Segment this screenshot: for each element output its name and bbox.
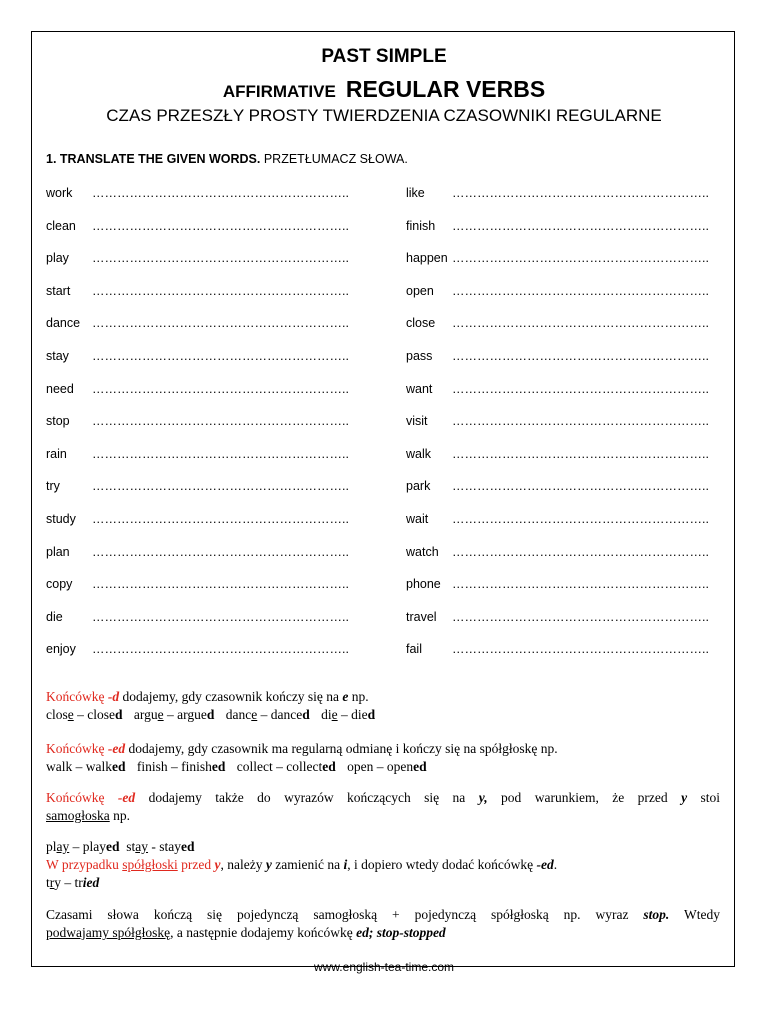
rule-y-consonant bbox=[46, 838, 720, 892]
rule-y-consonant-text: W przypadku spółgłoski przed y, należy y zamienić na i, i dopiero wtedy dodać końcówkę -ed. bbox=[46, 857, 558, 872]
word-label: start bbox=[46, 283, 71, 298]
word-row bbox=[406, 381, 709, 396]
word-row bbox=[46, 446, 349, 461]
answer-blank[interactable]: …………………………………………………….. bbox=[452, 283, 709, 298]
word-row bbox=[46, 577, 349, 592]
word-row bbox=[406, 512, 709, 526]
answer-blank[interactable]: …………………………………………………….. bbox=[452, 349, 709, 363]
task-title: 1. TRANSLATE THE GIVEN WORDS. bbox=[46, 152, 261, 166]
answer-blank[interactable]: …………………………………………………….. bbox=[92, 316, 349, 331]
website-footer: www.english-tea-time.com bbox=[313, 960, 455, 974]
rule-y-vowel-text: Końcówkę -ed dodajemy także do wyrazów kończących się na y, pod warunkiem, że przed y stoi bbox=[46, 790, 721, 805]
rule-y-vowel-line2: samogłoska np. bbox=[46, 808, 130, 823]
task-polish: PRZETŁUMACZ SŁOWA. bbox=[260, 152, 408, 166]
word-row bbox=[46, 381, 349, 396]
word-label: copy bbox=[46, 577, 73, 592]
word-row bbox=[406, 349, 709, 363]
answer-blank[interactable]: …………………………………………………….. bbox=[452, 446, 709, 461]
answer-blank[interactable]: …………………………………………………….. bbox=[452, 642, 709, 657]
word-row bbox=[406, 251, 709, 266]
word-label: park bbox=[406, 479, 431, 494]
word-label: like bbox=[406, 186, 425, 200]
word-label: watch bbox=[406, 544, 439, 559]
word-row bbox=[406, 316, 709, 331]
word-row bbox=[46, 251, 349, 266]
task-heading bbox=[46, 152, 408, 166]
word-row bbox=[406, 446, 709, 461]
word-row bbox=[46, 642, 349, 657]
word-label: need bbox=[46, 381, 74, 396]
word-label: study bbox=[46, 512, 76, 526]
word-label: stay bbox=[46, 349, 69, 363]
word-label: finish bbox=[406, 218, 436, 233]
word-row bbox=[406, 218, 709, 233]
word-row bbox=[46, 609, 349, 624]
answer-blank[interactable]: …………………………………………………….. bbox=[92, 381, 349, 396]
page-border bbox=[31, 31, 735, 967]
answer-blank[interactable]: …………………………………………………….. bbox=[92, 283, 349, 298]
rule-y-vowel-examples: play – played stay - stayed bbox=[46, 839, 195, 854]
answer-blank[interactable]: …………………………………………………….. bbox=[452, 414, 709, 429]
answer-blank[interactable]: …………………………………………………….. bbox=[452, 609, 709, 624]
word-row bbox=[46, 479, 349, 494]
word-row bbox=[406, 609, 709, 624]
word-row bbox=[406, 186, 709, 200]
word-row bbox=[406, 577, 709, 592]
polish-subtitle: CZAS PRZESZŁY PROSTY TWIERDZENIA CZASOWNIKI REGULARNE bbox=[106, 106, 662, 125]
word-label: work bbox=[46, 186, 73, 200]
answer-blank[interactable]: …………………………………………………….. bbox=[92, 544, 349, 559]
answer-blank[interactable]: …………………………………………………….. bbox=[452, 316, 709, 331]
answer-blank[interactable]: …………………………………………………….. bbox=[452, 479, 709, 494]
word-row bbox=[406, 642, 709, 657]
word-row bbox=[406, 414, 709, 429]
word-label: try bbox=[46, 479, 60, 494]
rule-d-examples: close – closed argue – argued dance – danced die – died bbox=[46, 707, 376, 722]
answer-blank[interactable]: …………………………………………………….. bbox=[92, 218, 349, 233]
word-row bbox=[46, 316, 349, 331]
word-label: open bbox=[406, 283, 434, 298]
rule-y-consonant-example: try – tried bbox=[46, 875, 100, 890]
rule-double-consonant bbox=[46, 906, 720, 942]
word-label: rain bbox=[46, 446, 67, 461]
rule-d bbox=[46, 688, 720, 724]
page-title: PAST SIMPLE bbox=[321, 46, 447, 67]
word-label: pass bbox=[406, 349, 433, 363]
word-row bbox=[46, 218, 349, 233]
answer-blank[interactable]: …………………………………………………….. bbox=[92, 446, 349, 461]
word-row bbox=[406, 283, 709, 298]
rule-double-line2: podwajamy spółgłoskę, a następnie dodajemy końcówkę ed; stop-stopped bbox=[46, 925, 446, 940]
regular-verbs-label: REGULAR VERBS bbox=[345, 76, 546, 102]
rule-ed-text: Końcówkę -ed dodajemy, gdy czasownik ma regularną odmianę i kończy się na spółgłoskę np. bbox=[46, 741, 558, 756]
word-row bbox=[406, 479, 709, 494]
word-label: stop bbox=[46, 414, 70, 429]
word-label: enjoy bbox=[46, 642, 76, 657]
affirmative-label: AFFIRMATIVE bbox=[222, 82, 336, 101]
word-label: clean bbox=[46, 218, 76, 233]
answer-blank[interactable]: …………………………………………………….. bbox=[92, 349, 349, 363]
rule-double-text: Czasami słowa kończą się pojedynczą samogłoską + pojedynczą spółgłoską np. wyraz stop. Wtedy bbox=[46, 907, 720, 922]
answer-blank[interactable]: …………………………………………………….. bbox=[92, 186, 349, 200]
word-label: want bbox=[406, 381, 433, 396]
answer-blank[interactable]: …………………………………………………….. bbox=[452, 186, 709, 200]
rule-d-text: Końcówkę -d dodajemy, gdy czasownik kończy się na e np. bbox=[46, 689, 369, 704]
answer-blank[interactable]: …………………………………………………….. bbox=[92, 609, 349, 624]
rule-ed-examples: walk – walked finish – finished collect – collected open – opened bbox=[46, 759, 427, 774]
answer-blank[interactable]: …………………………………………………….. bbox=[92, 479, 349, 494]
answer-blank[interactable]: …………………………………………………….. bbox=[452, 218, 709, 233]
answer-blank[interactable]: …………………………………………………….. bbox=[92, 414, 349, 429]
answer-blank[interactable]: …………………………………………………….. bbox=[452, 544, 709, 559]
word-label: travel bbox=[406, 609, 437, 624]
answer-blank[interactable]: …………………………………………………….. bbox=[92, 512, 349, 526]
rule-y-vowel bbox=[46, 789, 720, 825]
word-label: phone bbox=[406, 577, 441, 592]
rule-ed bbox=[46, 740, 720, 776]
answer-blank[interactable]: …………………………………………………….. bbox=[92, 642, 349, 657]
word-row bbox=[46, 512, 349, 526]
answer-blank[interactable]: …………………………………………………….. bbox=[452, 251, 709, 266]
word-row bbox=[46, 349, 349, 363]
page-subtitle bbox=[0, 76, 768, 103]
answer-blank[interactable]: …………………………………………………….. bbox=[452, 512, 709, 526]
word-label: play bbox=[46, 251, 69, 266]
answer-blank[interactable]: …………………………………………………….. bbox=[452, 381, 709, 396]
word-label: close bbox=[406, 316, 436, 331]
word-row bbox=[46, 544, 349, 559]
word-label: visit bbox=[406, 414, 428, 429]
word-row bbox=[46, 283, 349, 298]
word-label: die bbox=[46, 609, 63, 624]
word-label: dance bbox=[46, 316, 81, 331]
word-row bbox=[406, 544, 709, 559]
word-row bbox=[46, 186, 349, 200]
word-label: happen bbox=[406, 251, 448, 266]
word-row bbox=[46, 414, 349, 429]
answer-blank[interactable]: …………………………………………………….. bbox=[92, 251, 349, 266]
word-label: wait bbox=[406, 512, 429, 526]
answer-blank[interactable]: …………………………………………………….. bbox=[452, 577, 709, 592]
word-label: fail bbox=[406, 642, 422, 657]
answer-blank[interactable]: …………………………………………………….. bbox=[92, 577, 349, 592]
word-label: walk bbox=[406, 446, 432, 461]
word-label: plan bbox=[46, 544, 70, 559]
